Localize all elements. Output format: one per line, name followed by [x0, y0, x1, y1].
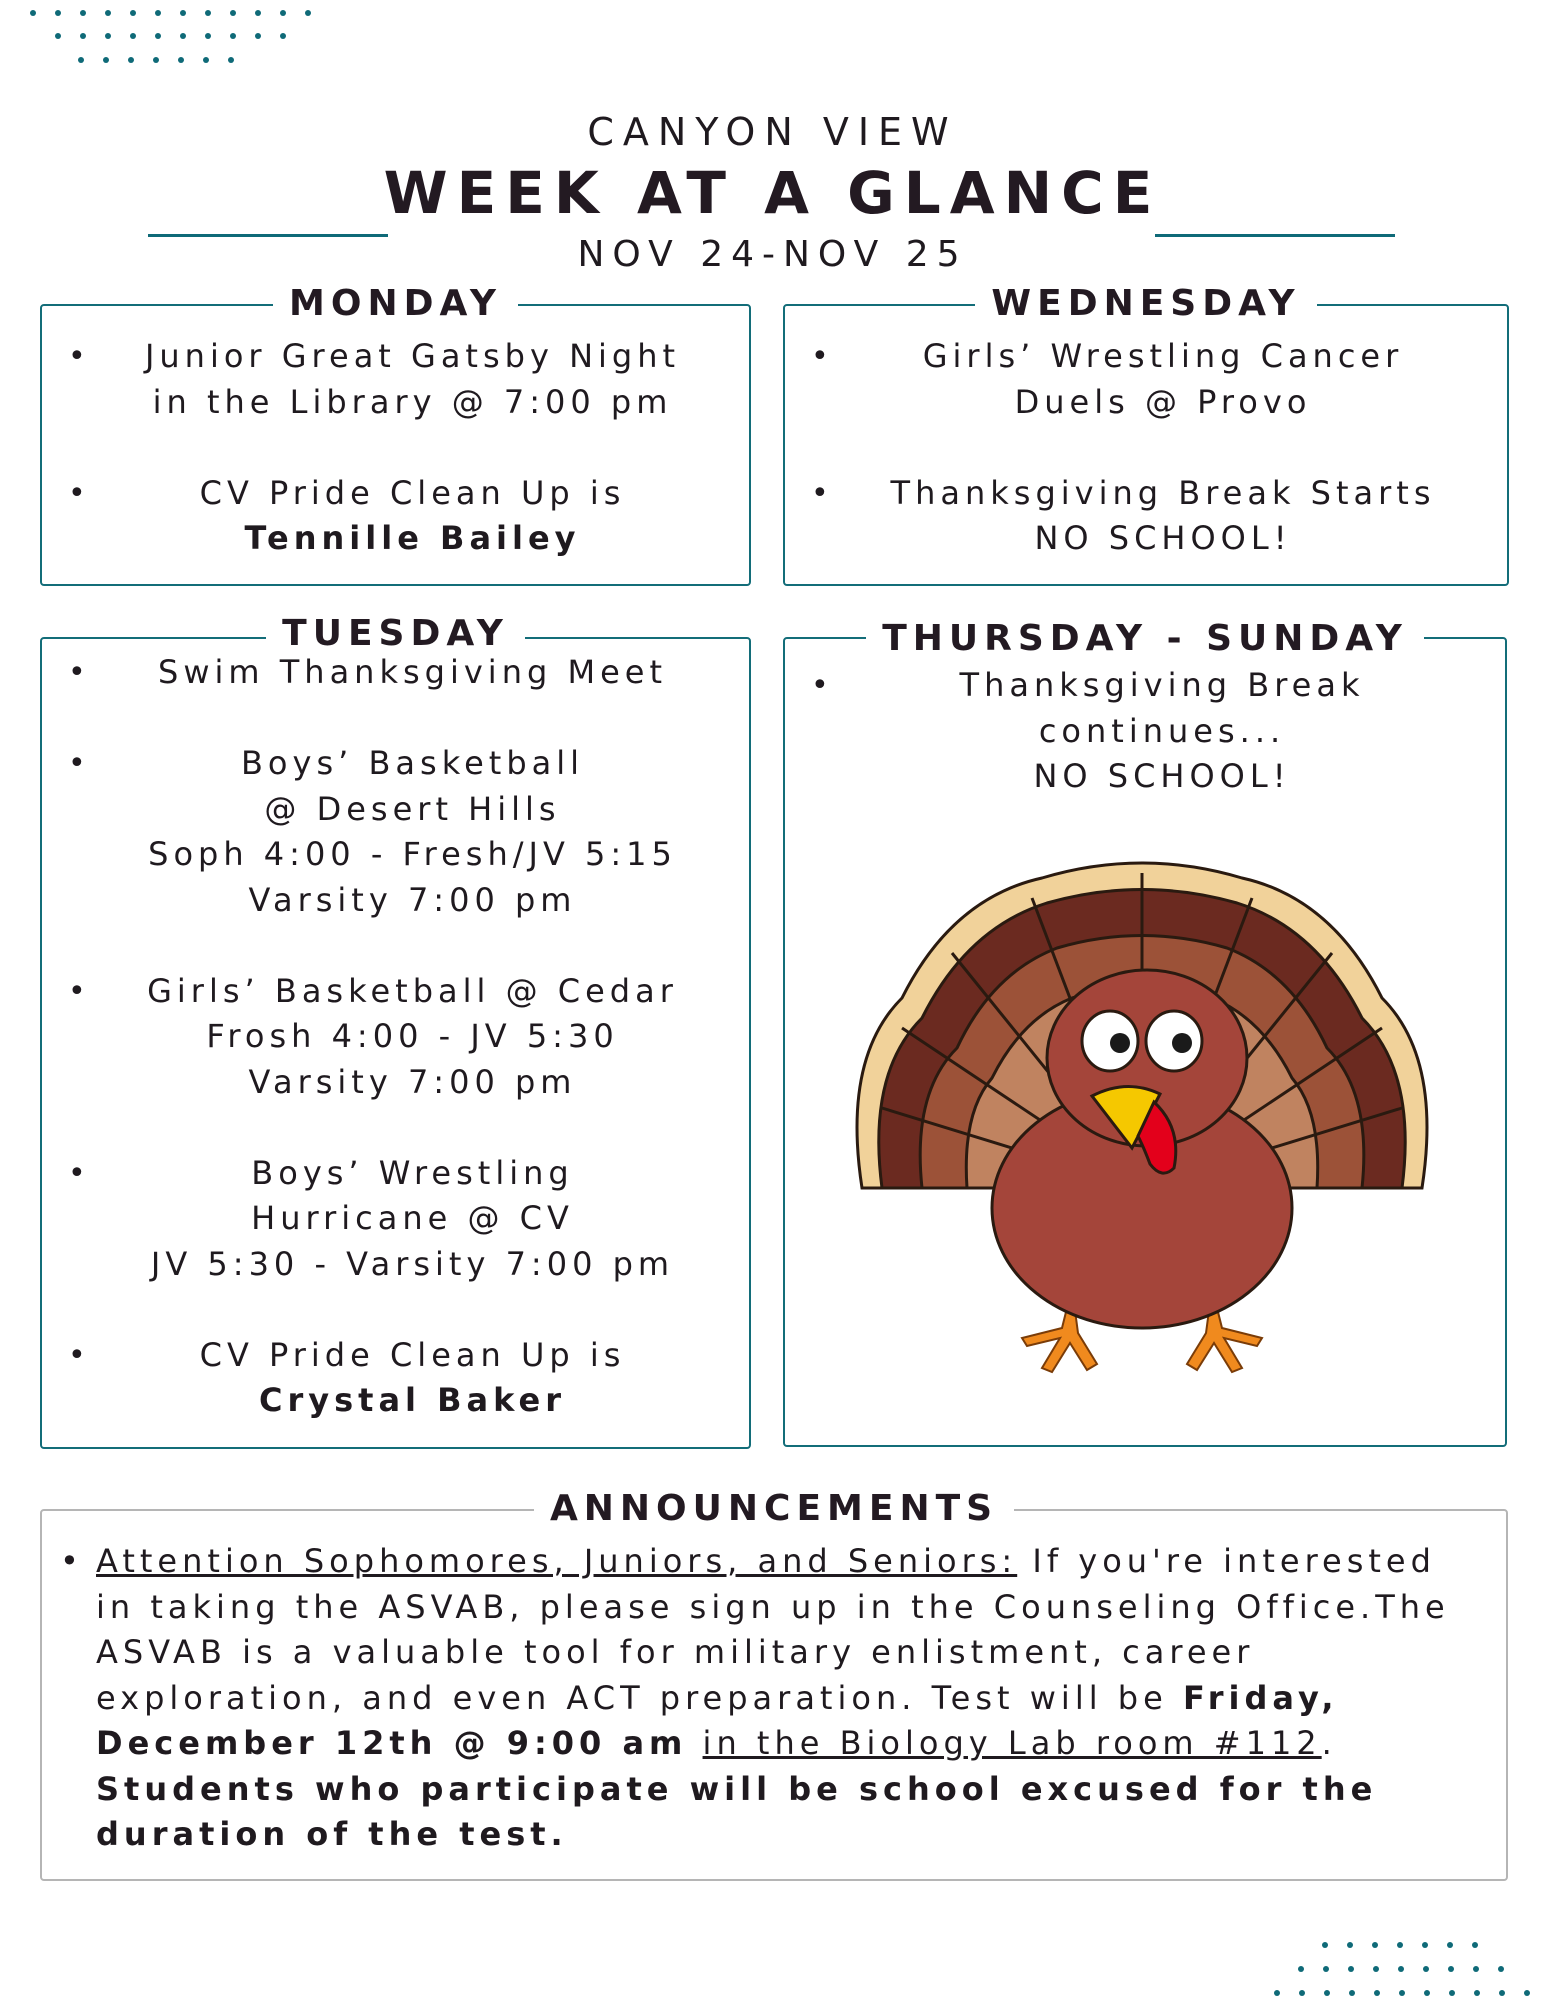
test-date: Friday, December 12th @ 9:00 am — [96, 1678, 1339, 1762]
clean-up-name: Tennille Bailey — [244, 519, 581, 557]
title-rule-right — [1155, 234, 1395, 237]
turkey-icon — [842, 858, 1442, 1378]
tuesday-box — [40, 613, 751, 1449]
bullet-icon: • — [811, 339, 834, 374]
bullet-icon: • — [68, 475, 91, 511]
announcement-text: • Attention Sophomores, Juniors, and Seniors: If you're interested in taking the ASVAB, please sign up in the Counseling Office.The ASVAB is a valuable tool for military enlistment, career exploration, and even ACT preparation. Test will be Friday, December 12th @ 9:00 am in the Biology Lab room #112. Students who participate will be school excused for the duration of the test. — [96, 1539, 1476, 1858]
list-item: • CV Pride Clean Up is Tennille Bailey — [42, 471, 749, 562]
excused-note: Students who participate will be school excused for the duration of the test. — [96, 1769, 1378, 1853]
bullet-icon: • — [68, 746, 91, 781]
list-item: • Thanksgiving Break Starts NO SCHOOL! — [785, 471, 1507, 562]
announcements-box — [40, 1488, 1508, 1881]
wednesday-title: WEDNESDAY — [785, 282, 1507, 326]
bullet-icon: • — [68, 339, 91, 374]
bullet-icon: • — [68, 1337, 91, 1373]
attention-label: Attention Sophomores, Juniors, and Seniors: — [96, 1542, 1018, 1580]
bullet-icon: • — [68, 973, 91, 1009]
school-name: CANYON VIEW — [587, 110, 958, 154]
list-item: • Thanksgiving Break continues... NO SCHOOL! — [785, 663, 1505, 800]
monday-list — [42, 334, 749, 607]
title-rule-left — [148, 234, 388, 237]
page-title: WEEK AT A GLANCE — [383, 159, 1162, 227]
list-item: • Swim Thanksgiving Meet — [42, 650, 749, 696]
list-item: • Boys’ Wrestling Hurricane @ CV JV 5:30 - Varsity 7:00 pm — [42, 1151, 749, 1288]
bullet-icon: • — [811, 475, 834, 511]
bullet-icon: • — [68, 1155, 91, 1191]
tuesday-title: TUESDAY — [42, 612, 749, 656]
thursday-sunday-list — [785, 663, 1505, 845]
bullet-icon: • — [811, 668, 834, 703]
list-item: • Junior Great Gatsby Night in the Library @ 7:00 pm — [42, 334, 749, 425]
date-range: NOV 24-NOV 25 — [577, 234, 968, 275]
announcements-title: ANNOUNCEMENTS — [42, 1487, 1506, 1531]
list-item: • CV Pride Clean Up is Crystal Baker — [42, 1333, 749, 1424]
title-row — [0, 158, 1545, 228]
test-location: in the Biology Lab room #112 — [702, 1724, 1322, 1762]
bullet-icon: • — [68, 655, 91, 690]
monday-title: MONDAY — [42, 282, 749, 326]
clean-up-name: Crystal Baker — [258, 1381, 567, 1419]
list-item: • Girls’ Basketball @ Cedar Frosh 4:00 - JV 5:30 Varsity 7:00 pm — [42, 969, 749, 1106]
list-item: • Boys’ Basketball @ Desert Hills Soph 4:00 - Fresh/JV 5:15 Varsity 7:00 pm — [42, 741, 749, 923]
tuesday-list — [42, 650, 749, 1469]
monday-box — [40, 283, 751, 586]
page-header — [0, 110, 1545, 275]
list-item: • Girls’ Wrestling Cancer Duels @ Provo — [785, 334, 1507, 425]
thursday-sunday-title: THURSDAY - SUNDAY — [785, 617, 1505, 661]
wednesday-box — [783, 283, 1509, 586]
wednesday-list — [785, 334, 1507, 607]
bullet-icon: • — [60, 1542, 84, 1580]
